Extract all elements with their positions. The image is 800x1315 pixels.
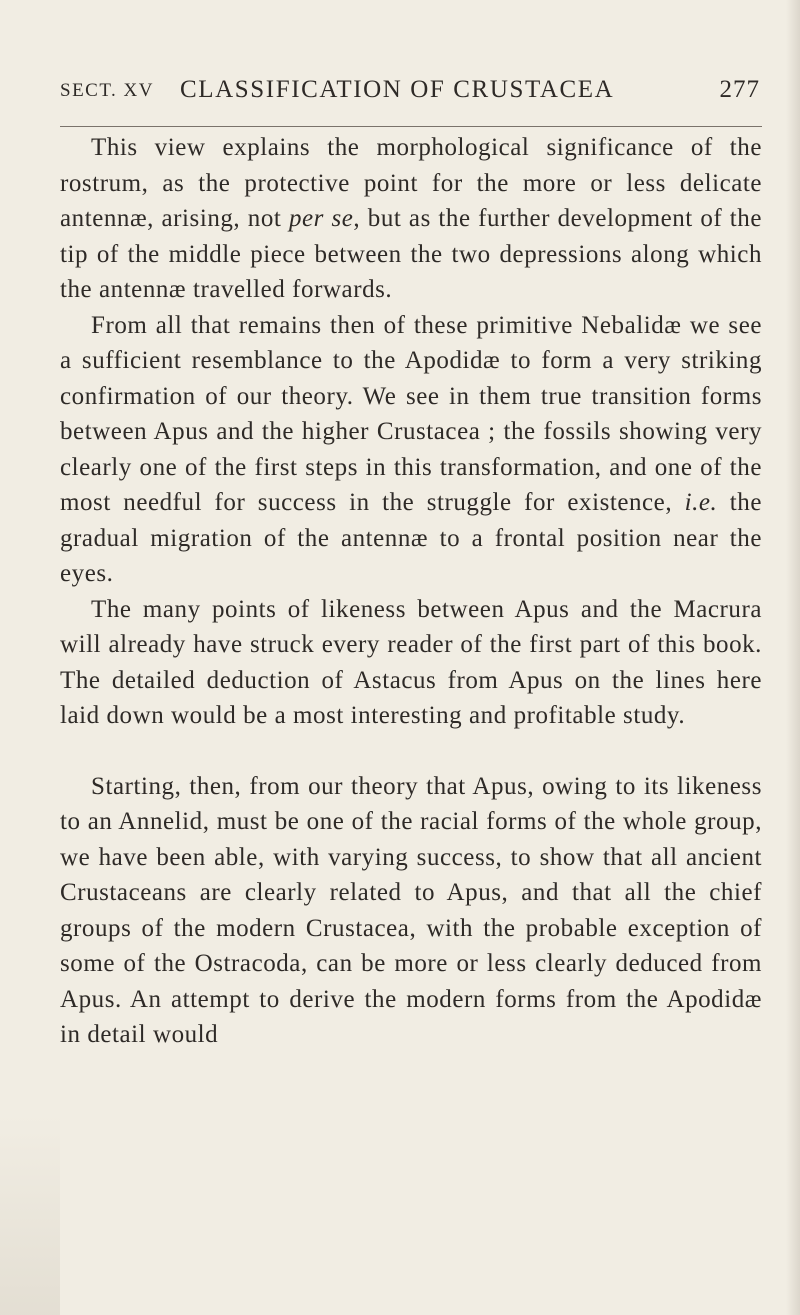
page-number: 277: [719, 76, 760, 103]
paragraph-macrura: The many points of likeness between Apus and the Macrura will already have struck every reader of the first part of this book. The detailed deduction of Astacus from Apus on the lines here laid down would be a most interesting and profitable study.: [60, 595, 762, 729]
header-rule: [60, 126, 762, 127]
italic-phrase: i.e.: [684, 489, 718, 516]
section-label: SECT. XV: [60, 80, 154, 101]
paragraph-conclusion: Starting, then, from our theory that Apus, owing to its likeness to an Annelid, must be one of the racial forms of the whole group, we have been able, with varying success, to show that all ancient Crustaceans are clearly related to Apus, and that all the chief groups of the modern Crustacea, with the probable exception of some of the Ostracoda, can be more or less clearly deduced from Apus. An attempt to derive the modern forms from the Apodidæ in detail would: [60, 772, 762, 1048]
body-text: [60, 130, 762, 1053]
page-edge-shadow: [786, 0, 800, 1315]
paragraph-rostrum: This view explains the morphological significance of the rostrum, as the protective point for the more or less delicate antennæ, arising, not per se, but as the further development of the tip of the middle piece between the two depressions along which the antennæ travelled forwards.: [60, 134, 762, 303]
running-head: [60, 76, 760, 112]
paragraph-nebalidae: From all that remains then of these primitive Nebalidæ we see a sufficient resemblance to the Apodidæ to form a very striking confirmation of our theory. We see in them true transition forms between Apus and the higher Crustacea ; the fossils showing very clearly one of the first steps in this transformation, and one of the most needful for success in the struggle for existence, i.e. the gradual migration of the antennæ to a frontal position near the eyes.: [60, 311, 762, 587]
page-corner-shadow: [0, 1115, 60, 1315]
chapter-title: CLASSIFICATION OF CRUSTACEA: [180, 76, 615, 103]
italic-phrase: per se: [288, 205, 354, 232]
